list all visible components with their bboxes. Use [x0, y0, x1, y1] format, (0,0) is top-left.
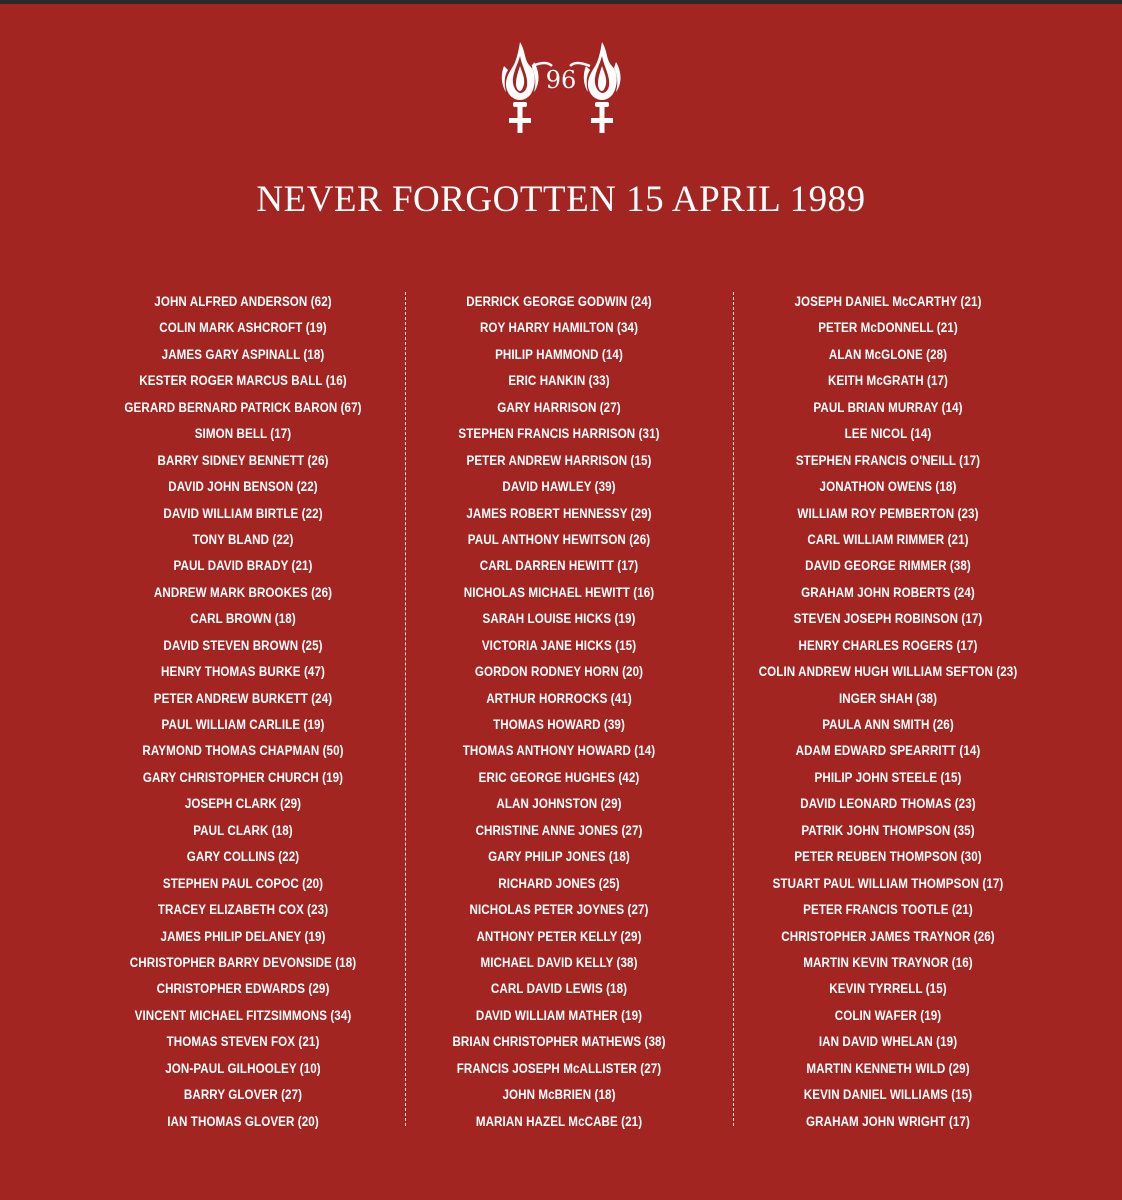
- victim-name: CHRISTOPHER JAMES TRAYNOR (26): [781, 928, 995, 944]
- victim-name: GORDON RODNEY HORN (20): [474, 664, 644, 680]
- victim-name: JOSEPH DANIEL McCARTHY (21): [794, 294, 982, 309]
- victim-name: IAN THOMAS GLOVER (20): [167, 1113, 319, 1129]
- page-title: NEVER FORGOTTEN 15 APRIL 1989: [256, 179, 866, 220]
- victim-name: STEPHEN FRANCIS O'NEILL (17): [795, 452, 981, 468]
- victim-name: STEPHEN PAUL COPOC (20): [162, 875, 324, 891]
- victim-name: RAYMOND THOMAS CHAPMAN (50): [142, 743, 344, 759]
- victim-name: DAVID HAWLEY (39): [502, 479, 616, 495]
- emblem-number: 96: [545, 66, 577, 94]
- victim-name: PAUL DAVID BRADY (21): [173, 558, 313, 574]
- victim-name: BRIAN CHRISTOPHER MATHEWS (38): [452, 1034, 666, 1050]
- victim-name: NICHOLAS MICHAEL HEWITT (16): [463, 584, 655, 600]
- victim-name: COLIN WAFER (19): [834, 1007, 942, 1023]
- eternal-flame-emblem: [496, 36, 626, 140]
- victim-name: ERIC HANKIN (33): [508, 373, 610, 389]
- victim-name: DERRICK GEORGE GODWIN (24): [466, 294, 652, 309]
- victim-name: JON-PAUL GILHOOLEY (10): [165, 1060, 321, 1076]
- victim-name: DAVID LEONARD THOMAS (23): [800, 796, 976, 812]
- victim-name: JAMES PHILIP DELANEY (19): [160, 928, 326, 944]
- victim-name: CHRISTINE ANNE JONES (27): [475, 822, 643, 838]
- victim-name: MARIAN HAZEL McCABE (21): [475, 1113, 643, 1129]
- victim-name: ERIC GEORGE HUGHES (42): [478, 769, 640, 785]
- victim-name: THOMAS STEVEN FOX (21): [166, 1034, 320, 1050]
- victim-name: ADAM EDWARD SPEARRITT (14): [795, 743, 981, 759]
- victim-name: PAUL BRIAN MURRAY (14): [813, 399, 963, 415]
- victim-name: GARY HARRISON (27): [497, 399, 621, 415]
- victim-name: MARTIN KEVIN TRAYNOR (16): [803, 954, 973, 970]
- victim-name: PAULA ANN SMITH (26): [822, 717, 954, 732]
- victim-name: PAUL CLARK (18): [193, 822, 293, 838]
- victim-name: CARL DARREN HEWITT (17): [479, 558, 639, 574]
- victim-name: STEPHEN FRANCIS HARRISON (31): [458, 426, 660, 442]
- victim-name: DAVID WILLIAM BIRTLE (22): [163, 505, 323, 521]
- victim-name: CHRISTOPHER BARRY DEVONSIDE (18): [129, 954, 357, 970]
- victim-name: LEE NICOL (14): [844, 426, 932, 442]
- victim-name: NICHOLAS PETER JOYNES (27): [469, 902, 649, 918]
- victim-name: WILLIAM ROY PEMBERTON (23): [797, 505, 979, 521]
- victim-name: ROY HARRY HAMILTON (34): [479, 320, 639, 336]
- victim-name: GARY CHRISTOPHER CHURCH (19): [142, 769, 344, 785]
- victim-name: ALAN JOHNSTON (29): [496, 796, 622, 812]
- victim-name: HENRY CHARLES ROGERS (17): [798, 637, 978, 653]
- victim-name: CARL WILLIAM RIMMER (21): [807, 531, 969, 547]
- victim-name: SARAH LOUISE HICKS (19): [482, 611, 636, 627]
- victim-name: CHRISTOPHER EDWARDS (29): [156, 981, 330, 997]
- victim-name: IAN DAVID WHELAN (19): [818, 1034, 958, 1050]
- victim-name: CARL DAVID LEWIS (18): [490, 981, 628, 997]
- victim-name: TONY BLAND (22): [192, 531, 294, 547]
- victim-name: ANTHONY PETER KELLY (29): [476, 928, 642, 944]
- victim-name: PETER McDONNELL (21): [818, 320, 958, 336]
- victim-name: THOMAS ANTHONY HOWARD (14): [462, 743, 656, 759]
- victim-name: DAVID GEORGE RIMMER (38): [805, 558, 971, 574]
- victim-name: ARTHUR HORROCKS (41): [486, 690, 632, 706]
- victim-name: GERARD BERNARD PATRICK BARON (67): [124, 399, 362, 415]
- victim-name: COLIN ANDREW HUGH WILLIAM SEFTON (23): [758, 664, 1018, 680]
- victim-name: JOSEPH CLARK (29): [184, 796, 302, 812]
- victim-name: HENRY THOMAS BURKE (47): [161, 664, 325, 680]
- victim-name: STUART PAUL WILLIAM THOMPSON (17): [772, 875, 1004, 891]
- victim-name: BARRY SIDNEY BENNETT (26): [157, 452, 329, 468]
- victim-name: PAUL ANTHONY HEWITSON (26): [467, 531, 651, 547]
- victim-name: GARY PHILIP JONES (18): [488, 849, 630, 865]
- victim-name: JOHN McBRIEN (18): [502, 1087, 616, 1103]
- victim-name: THOMAS HOWARD (39): [493, 717, 625, 732]
- names-column-3: [707, 289, 1069, 1135]
- victim-name: PATRIK JOHN THOMPSON (35): [801, 822, 975, 838]
- victim-name: GARY COLLINS (22): [186, 849, 300, 865]
- victim-name: JAMES ROBERT HENNESSY (29): [466, 505, 652, 521]
- victim-name: ALAN McGLONE (28): [828, 346, 948, 362]
- victim-name: PETER ANDREW HARRISON (15): [466, 452, 652, 468]
- victim-name: BARRY GLOVER (27): [183, 1087, 303, 1103]
- victim-name: DAVID STEVEN BROWN (25): [163, 637, 323, 653]
- victim-name: PETER FRANCIS TOOTLE (21): [803, 902, 973, 918]
- top-edge-bar: [0, 0, 1122, 4]
- victim-name: JONATHON OWENS (18): [819, 479, 957, 495]
- victim-name: ANDREW MARK BROOKES (26): [153, 584, 333, 600]
- victim-name: CARL BROWN (18): [190, 611, 296, 627]
- victim-name: PETER ANDREW BURKETT (24): [153, 690, 333, 706]
- victim-name: KEVIN DANIEL WILLIAMS (15): [803, 1087, 973, 1103]
- victim-name: FRANCIS JOSEPH McALLISTER (27): [456, 1060, 662, 1076]
- victim-name: VICTORIA JANE HICKS (15): [481, 637, 637, 653]
- victim-name: PHILIP HAMMOND (14): [495, 346, 623, 362]
- names-column-1: [62, 289, 424, 1135]
- victim-name: TRACEY ELIZABETH COX (23): [157, 902, 329, 918]
- victim-name: JOHN ALFRED ANDERSON (62): [154, 294, 332, 309]
- victim-name: SIMON BELL (17): [194, 426, 292, 442]
- victim-name: PETER REUBEN THOMPSON (30): [794, 849, 982, 865]
- victim-name: DAVID WILLIAM MATHER (19): [475, 1007, 643, 1023]
- victim-name: COLIN MARK ASHCROFT (19): [159, 320, 327, 336]
- victim-name: MARTIN KENNETH WILD (29): [806, 1060, 970, 1076]
- victim-name: VINCENT MICHAEL FITZSIMMONS (34): [134, 1007, 352, 1023]
- victim-name: RICHARD JONES (25): [498, 875, 620, 891]
- names-column-2: [378, 289, 740, 1135]
- victim-name: GRAHAM JOHN ROBERTS (24): [801, 584, 975, 600]
- victim-name: STEVEN JOSEPH ROBINSON (17): [793, 611, 983, 627]
- victim-name: INGER SHAH (38): [838, 690, 938, 706]
- victim-name: DAVID JOHN BENSON (22): [168, 479, 318, 495]
- victim-name: PHILIP JOHN STEELE (15): [814, 769, 962, 785]
- victim-name: KEITH McGRATH (17): [827, 373, 949, 389]
- victim-name: PAUL WILLIAM CARLILE (19): [161, 717, 325, 732]
- victim-name: KEVIN TYRRELL (15): [829, 981, 947, 997]
- victim-name: JAMES GARY ASPINALL (18): [161, 346, 325, 362]
- victim-name: GRAHAM JOHN WRIGHT (17): [806, 1113, 970, 1129]
- victim-name: MICHAEL DAVID KELLY (38): [480, 954, 638, 970]
- victim-name: KESTER ROGER MARCUS BALL (16): [139, 373, 347, 389]
